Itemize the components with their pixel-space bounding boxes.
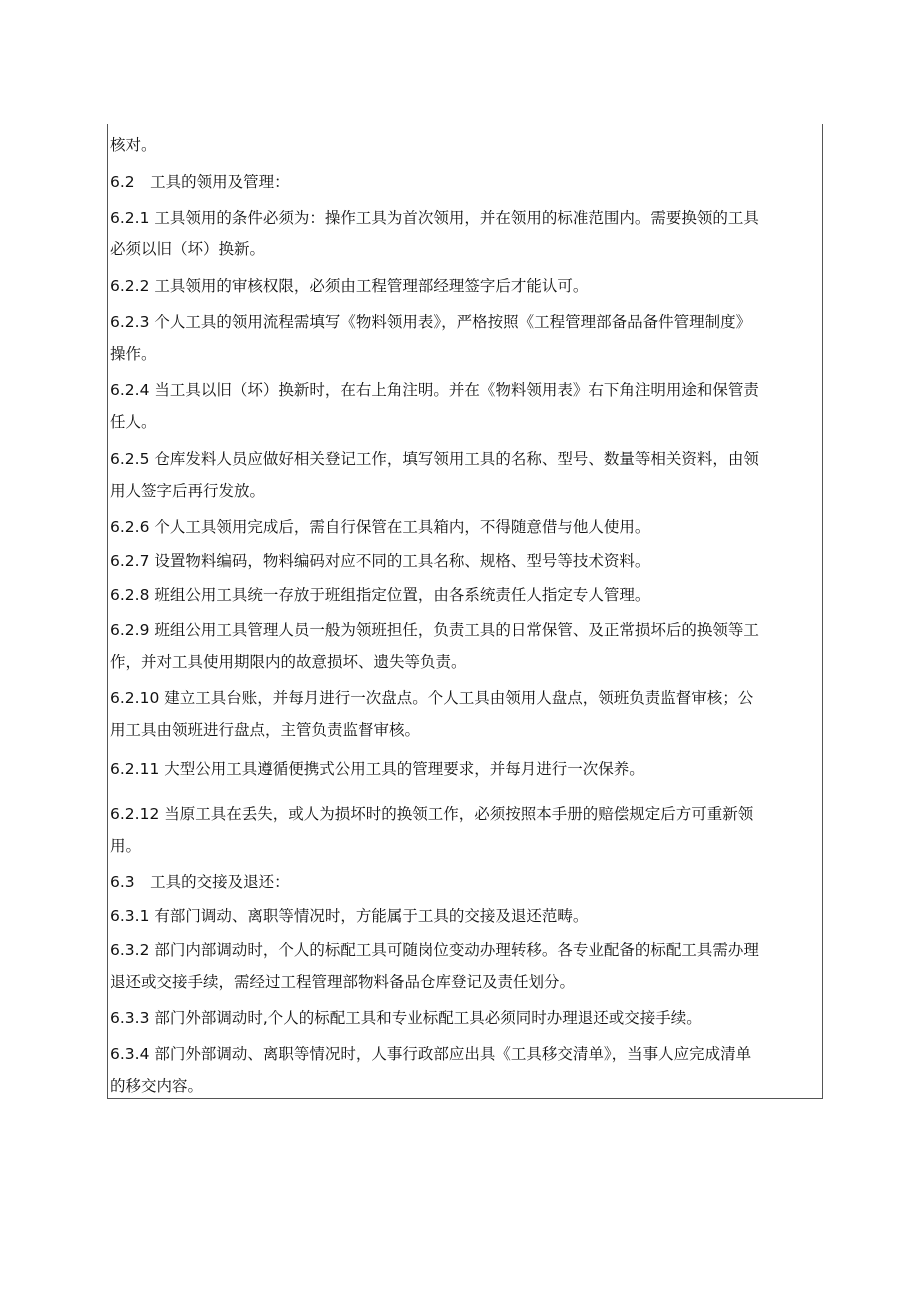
text-line: 用工具由领班进行盘点，主管负责监督审核。 (110, 721, 421, 739)
text-line: 用人签字后再行发放。 (110, 482, 266, 500)
text-line: 6.2.10 建立工具台账，并每月进行一次盘点。个人工具由领用人盘点，领班负责监督审核；公 (110, 689, 754, 707)
text-line: 用。 (110, 837, 142, 855)
section-heading: 6.3 工具的交接及退还： (110, 873, 290, 891)
text-line: 6.2.12 当原工具在丢失，或人为损坏时的换领工作，必须按照本手册的赔偿规定后方可重新领 (110, 805, 754, 823)
section-heading: 6.2 工具的领用及管理： (110, 173, 290, 191)
text-line: 必须以旧（坏）换新。 (110, 240, 266, 258)
text-line: 6.2.5 仓库发料人员应做好相关登记工作，填写领用工具的名称、型号、数量等相关资料，由领 (110, 450, 759, 468)
text-line: 作，并对工具使用期限内的故意损坏、遗失等负责。 (110, 653, 467, 671)
text-line: 6.2.1 工具领用的条件必须为：操作工具为首次领用，并在领用的标准范围内。需要换领的工具 (110, 209, 759, 227)
text-line: 6.2.2 工具领用的审核权限，必须由工程管理部经理签字后才能认可。 (110, 277, 589, 295)
text-line: 6.3.3 部门外部调动时,个人的标配工具和专业标配工具必须同时办理退还或交接手续。 (110, 1009, 702, 1027)
text-line: 任人。 (110, 413, 157, 431)
text-line: 的移交内容。 (110, 1077, 204, 1095)
text-line: 6.2.4 当工具以旧（坏）换新时，在右上角注明。并在《物料领用表》右下角注明用途和保管责 (110, 381, 759, 399)
text-line: 6.3.2 部门内部调动时，个人的标配工具可随岗位变动办理转移。各专业配备的标配工具需办理 (110, 941, 759, 959)
text-line: 核对。 (110, 136, 157, 154)
text-line: 6.2.3 个人工具的领用流程需填写《物料领用表》，严格按照《工程管理部备品备件管理制度》 (110, 313, 752, 331)
text-line: 6.2.9 班组公用工具管理人员一般为领班担任，负责工具的日常保管、及正常损坏后的换领等工 (110, 621, 759, 639)
text-line: 6.2.8 班组公用工具统一存放于班组指定位置，由各系统责任人指定专人管理。 (110, 586, 651, 604)
text-line: 6.3.4 部门外部调动、离职等情况时，人事行政部应出具《工具移交清单》，当事人应完成清单 (110, 1045, 752, 1063)
text-line: 6.2.6 个人工具领用完成后，需自行保管在工具箱内，不得随意借与他人使用。 (110, 518, 651, 536)
text-line: 操作。 (110, 345, 157, 363)
text-line: 6.2.7 设置物料编码，物料编码对应不同的工具名称、规格、型号等技术资料。 (110, 552, 651, 570)
text-line: 退还或交接手续，需经过工程管理部物料备品仓库登记及责任划分。 (110, 973, 576, 991)
text-line: 6.2.11 大型公用工具遵循便携式公用工具的管理要求，并每月进行一次保养。 (110, 760, 645, 778)
text-line: 6.3.1 有部门调动、离职等情况时，方能属于工具的交接及退还范畴。 (110, 907, 589, 925)
